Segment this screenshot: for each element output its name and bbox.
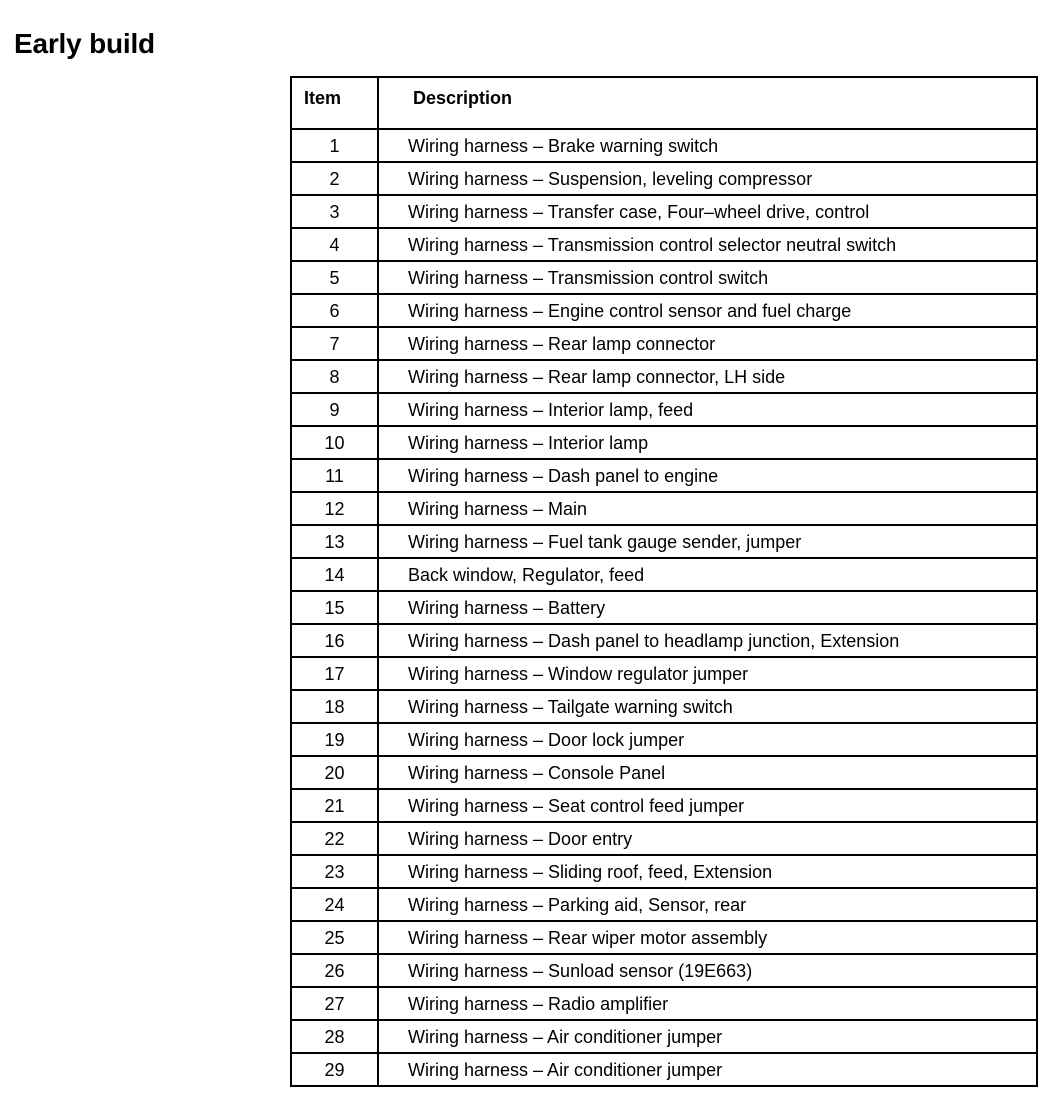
item-number: 14 bbox=[291, 558, 378, 591]
table-row bbox=[291, 360, 1037, 393]
item-number: 16 bbox=[291, 624, 378, 657]
item-number: 10 bbox=[291, 426, 378, 459]
item-number: 5 bbox=[291, 261, 378, 294]
item-number: 29 bbox=[291, 1053, 378, 1086]
item-description: Wiring harness – Rear wiper motor assembly bbox=[378, 921, 1037, 954]
item-number: 13 bbox=[291, 525, 378, 558]
item-description: Wiring harness – Suspension, leveling compressor bbox=[378, 162, 1037, 195]
item-description: Wiring harness – Sunload sensor (19E663) bbox=[378, 954, 1037, 987]
table-row bbox=[291, 855, 1037, 888]
item-number: 3 bbox=[291, 195, 378, 228]
table-row bbox=[291, 459, 1037, 492]
table-row bbox=[291, 723, 1037, 756]
item-number: 26 bbox=[291, 954, 378, 987]
item-description: Wiring harness – Engine control sensor and fuel charge bbox=[378, 294, 1037, 327]
table-row bbox=[291, 228, 1037, 261]
table-row bbox=[291, 1053, 1037, 1086]
item-description: Wiring harness – Dash panel to engine bbox=[378, 459, 1037, 492]
item-number: 20 bbox=[291, 756, 378, 789]
item-number: 4 bbox=[291, 228, 378, 261]
table-row bbox=[291, 525, 1037, 558]
item-number: 28 bbox=[291, 1020, 378, 1053]
table-row bbox=[291, 393, 1037, 426]
item-number: 27 bbox=[291, 987, 378, 1020]
item-number: 24 bbox=[291, 888, 378, 921]
item-number: 15 bbox=[291, 591, 378, 624]
item-description: Wiring harness – Transmission control selector neutral switch bbox=[378, 228, 1037, 261]
table-row bbox=[291, 558, 1037, 591]
table-row bbox=[291, 162, 1037, 195]
item-number: 11 bbox=[291, 459, 378, 492]
item-description: Wiring harness – Door lock jumper bbox=[378, 723, 1037, 756]
item-description: Wiring harness – Air conditioner jumper bbox=[378, 1053, 1037, 1086]
item-description: Wiring harness – Air conditioner jumper bbox=[378, 1020, 1037, 1053]
table-row bbox=[291, 690, 1037, 723]
table-row bbox=[291, 426, 1037, 459]
item-description: Wiring harness – Tailgate warning switch bbox=[378, 690, 1037, 723]
item-number: 19 bbox=[291, 723, 378, 756]
table-row bbox=[291, 294, 1037, 327]
table-row bbox=[291, 195, 1037, 228]
item-description: Wiring harness – Interior lamp bbox=[378, 426, 1037, 459]
column-header-description: Description bbox=[378, 77, 1037, 129]
item-description: Back window, Regulator, feed bbox=[378, 558, 1037, 591]
item-number: 25 bbox=[291, 921, 378, 954]
table-row bbox=[291, 888, 1037, 921]
item-description: Wiring harness – Brake warning switch bbox=[378, 129, 1037, 162]
table-row bbox=[291, 129, 1037, 162]
item-number: 7 bbox=[291, 327, 378, 360]
table-row bbox=[291, 657, 1037, 690]
table-row bbox=[291, 261, 1037, 294]
item-description: Wiring harness – Parking aid, Sensor, rear bbox=[378, 888, 1037, 921]
item-description: Wiring harness – Seat control feed jumper bbox=[378, 789, 1037, 822]
item-number: 22 bbox=[291, 822, 378, 855]
item-number: 17 bbox=[291, 657, 378, 690]
table-row bbox=[291, 954, 1037, 987]
item-description: Wiring harness – Dash panel to headlamp junction, Extension bbox=[378, 624, 1037, 657]
item-number: 23 bbox=[291, 855, 378, 888]
item-description: Wiring harness – Transmission control switch bbox=[378, 261, 1037, 294]
column-header-item: Item bbox=[291, 77, 378, 129]
item-number: 2 bbox=[291, 162, 378, 195]
item-description: Wiring harness – Window regulator jumper bbox=[378, 657, 1037, 690]
item-description: Wiring harness – Main bbox=[378, 492, 1037, 525]
item-description: Wiring harness – Battery bbox=[378, 591, 1037, 624]
table-row bbox=[291, 756, 1037, 789]
item-description: Wiring harness – Transfer case, Four–wheel drive, control bbox=[378, 195, 1037, 228]
item-number: 12 bbox=[291, 492, 378, 525]
item-description: Wiring harness – Sliding roof, feed, Extension bbox=[378, 855, 1037, 888]
table-row bbox=[291, 624, 1037, 657]
table-row bbox=[291, 492, 1037, 525]
page-title: Early build bbox=[14, 28, 155, 59]
table-row bbox=[291, 1020, 1037, 1053]
item-number: 18 bbox=[291, 690, 378, 723]
item-description: Wiring harness – Rear lamp connector, LH side bbox=[378, 360, 1037, 393]
item-description: Wiring harness – Console Panel bbox=[378, 756, 1037, 789]
table-row bbox=[291, 789, 1037, 822]
item-description: Wiring harness – Rear lamp connector bbox=[378, 327, 1037, 360]
table-row bbox=[291, 822, 1037, 855]
item-number: 1 bbox=[291, 129, 378, 162]
item-number: 6 bbox=[291, 294, 378, 327]
item-description: Wiring harness – Door entry bbox=[378, 822, 1037, 855]
table-row bbox=[291, 327, 1037, 360]
table-row bbox=[291, 987, 1037, 1020]
item-description: Wiring harness – Radio amplifier bbox=[378, 987, 1037, 1020]
table-row bbox=[291, 591, 1037, 624]
item-number: 21 bbox=[291, 789, 378, 822]
item-description: Wiring harness – Interior lamp, feed bbox=[378, 393, 1037, 426]
item-number: 8 bbox=[291, 360, 378, 393]
table-row bbox=[291, 921, 1037, 954]
table-header-row bbox=[291, 77, 1037, 129]
item-description: Wiring harness – Fuel tank gauge sender, jumper bbox=[378, 525, 1037, 558]
parts-table bbox=[290, 76, 1038, 1087]
item-number: 9 bbox=[291, 393, 378, 426]
